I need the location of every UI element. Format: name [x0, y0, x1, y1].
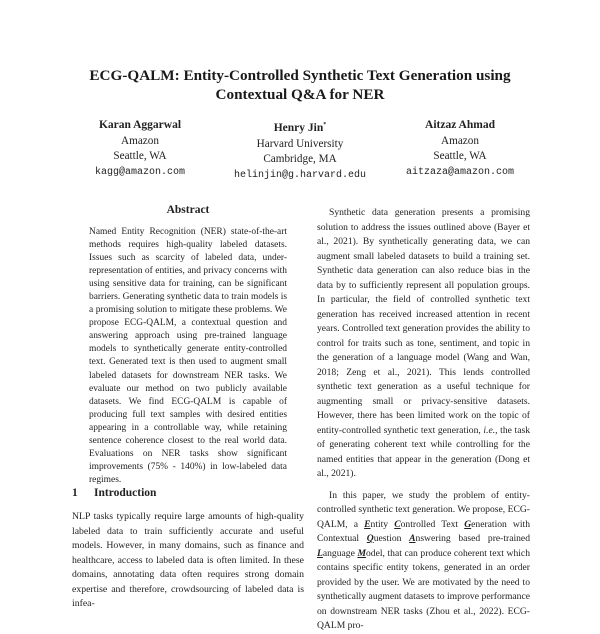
abstract-body	[89, 226, 287, 487]
author-email: aitzaza@amazon.com	[405, 166, 515, 178]
title-line-2: Contextual Q&A for NER	[215, 86, 385, 103]
abstract-text: Named Entity Recognition (NER) state-of-the-art methods requires high-quality labeled datasets. Issues such as scarcity of labeled data, under-representation of entities, and privacy concerns with using sensitive data for training, can be significant barriers. Generating synthetic data to train models is a promising solution to mitigate these problems. We propose ECG-QALM, a contextual question and answering approach using pre-trained language models to synthetically generate entity-controlled text. Generated text is then used to augment small labeled datasets for downstream NER tasks. We evaluate our method on two publicly available datasets. We find ECG-QALM is capable of producing full text samples with desired entities appearing in a controllable way, while retaining sentence coherence closest to the real world data. Evaluations on NER tasks show significant improvements (75% - 140%) in low-labeled data regimes.	[89, 227, 287, 485]
author-affiliation: Amazon	[441, 134, 479, 147]
author-1	[60, 118, 220, 183]
introduction-left-column	[72, 510, 304, 612]
author-email: kagg@amazon.com	[94, 166, 185, 178]
acronym-letter: C	[394, 518, 401, 530]
author-3	[380, 118, 540, 183]
author-name: Henry Jin	[273, 122, 324, 134]
author-location: Seattle, WA	[433, 150, 487, 162]
acronym-letter: G	[464, 518, 472, 530]
author-location: Cambridge, MA	[263, 153, 337, 165]
acronym-letter: L	[317, 547, 323, 559]
right-column	[317, 206, 530, 634]
intro-paragraph: NLP tasks typically require large amounts of high-quality labeled data to train sufficiently accurate and useful models. However, in many domains, such as finance and healthcare, access to labeled data is often limited. In these domains, annotating data often requires strong domain expertise and therefore, crowdsourcing of labeled data is infea-	[72, 511, 304, 609]
acronym-letter: A	[409, 533, 416, 544]
author-name: Karan Aggarwal	[98, 119, 182, 131]
footnote-marker: *	[323, 122, 327, 128]
section-heading-introduction	[72, 487, 156, 499]
acronym-letter: Q	[366, 533, 374, 544]
author-2	[220, 118, 380, 183]
acronym-letter: M	[357, 547, 366, 559]
paper-title	[60, 66, 540, 104]
author-affiliation: Harvard University	[256, 137, 344, 150]
title-line-1: ECG-QALM: Entity-Controlled Synthetic Text Generation using	[89, 67, 511, 84]
acronym-letter: E	[364, 518, 371, 530]
author-block	[60, 118, 540, 183]
author-affiliation: Amazon	[121, 134, 159, 147]
intro-paragraph-3: In this paper, we study the problem of entity-controlled synthetic text generation. We propose, ECG-QALM, a Entity Controlled Text Generation with Contextual Question Answering based pre-trained Language Model, that can produce coherent text which contains specific entity tokens, generated in an order provided by the user. We are motivated by the need to synthetically augment datasets to improve performance on downstream NER tasks (Zhou et al., 2022). ECG-QALM pro-	[317, 489, 530, 631]
intro-paragraph-2: Synthetic data generation presents a promising solution to address the issues outlined above (Bayer et al., 2021). By synthetically generating data, we can augment small labeled datasets to build a training set. Synthetic data generation can also reduce bias in the data by to sufficiently represent all population groups. In particular, the field of controlled synthetic text generation has received increased attention in recent years. Controlled text generation provides the ability to control for traits such as tone, sentiment, and topic in the generation of a language model (Wang and Wan, 2018; Zeng et al., 2021). This lends controlled synthetic text generation as a useful technique for augmenting small or privacy-sensitive datasets. However, there has been limited work on the topic of entity-controlled synthetic text generation, i.e., the task of generating coherent text while controlling for the named entities that appear in the generation (Dong et al., 2021).	[317, 207, 530, 479]
author-location: Seattle, WA	[113, 150, 167, 162]
author-email: helinjin@g.harvard.edu	[233, 169, 367, 181]
author-name: Aitzaz Ahmad	[425, 119, 495, 131]
abstract-heading: Abstract	[166, 204, 210, 216]
ie-abbrev: i.e.	[483, 424, 496, 436]
section-number: 1	[72, 487, 78, 499]
section-title: Introduction	[94, 487, 157, 499]
